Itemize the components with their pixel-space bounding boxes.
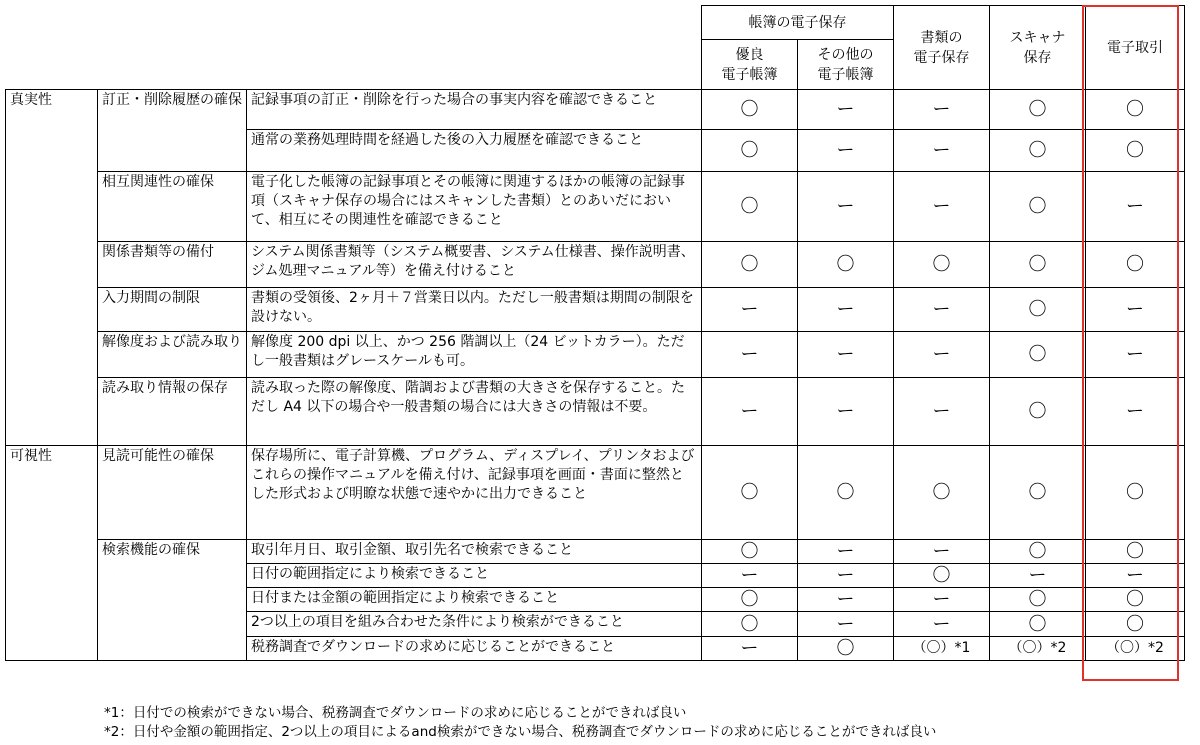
mark-cell: ー: [798, 588, 894, 612]
mark-cell: 〇: [990, 90, 1086, 130]
mark-cell: 〇: [702, 172, 798, 242]
mark-cell: 〇: [1086, 130, 1185, 172]
mark-cell: ー: [1086, 378, 1185, 446]
mark-cell: 〇: [1086, 446, 1185, 540]
mark-cell: 〇: [894, 242, 990, 288]
mark-cell: 〇: [990, 588, 1086, 612]
mark-cell: ー: [798, 288, 894, 332]
mark-cell: （〇）*1: [894, 637, 990, 661]
description-cell: 日付または金額の範囲指定により検索できること: [247, 588, 702, 612]
subcategory-cell: 入力期間の制限: [98, 288, 247, 332]
mark-cell: 〇: [702, 540, 798, 564]
subcategory-cell: 訂正・削除履歴の確保: [98, 90, 247, 172]
table-row: [6, 90, 1185, 130]
table-row: [6, 378, 1185, 446]
mark-cell: ー: [702, 288, 798, 332]
header-sonota-line1: その他の: [817, 46, 874, 63]
requirements-table: [5, 5, 1185, 661]
description-cell: システム関係書類等（システム概要書、システム仕様書、操作説明書、ジム処理マニュアル等）を備え付けること: [247, 242, 702, 288]
subcategory-cell: 解像度および読み取り: [98, 332, 247, 378]
mark-cell: 〇: [798, 446, 894, 540]
mark-cell: ー: [798, 172, 894, 242]
mark-cell: ー: [894, 130, 990, 172]
mark-cell: 〇: [1086, 612, 1185, 637]
mark-cell: ー: [798, 378, 894, 446]
mark-cell: ー: [894, 540, 990, 564]
description-cell: 2つ以上の項目を組み合わせた条件により検索ができること: [247, 612, 702, 637]
mark-cell: 〇: [990, 446, 1086, 540]
mark-cell: ー: [798, 332, 894, 378]
description-cell: 税務調査でダウンロードの求めに応じることができること: [247, 637, 702, 661]
description-cell: 電子化した帳簿の記録事項とその帳簿に関連するほかの帳簿の記録事項（スキャナ保存の場合にはスキャンした書類）とのあいだにおいて、相互にその関連性を確認できること: [247, 172, 702, 242]
category-cell: 可視性: [6, 446, 98, 661]
description-cell: 読み取った際の解像度、階調および書類の大きさを保存すること。ただし A4 以下の場合や一般書類の場合には大きさの情報は不要。: [247, 378, 702, 446]
mark-cell: ー: [894, 172, 990, 242]
subcategory-cell: 関係書類等の備付: [98, 242, 247, 288]
mark-cell: ー: [894, 378, 990, 446]
mark-cell: ー: [894, 612, 990, 637]
mark-cell: （〇）*2: [990, 637, 1086, 661]
mark-cell: 〇: [894, 446, 990, 540]
mark-cell: ー: [1086, 172, 1185, 242]
mark-cell: 〇: [798, 242, 894, 288]
mark-cell: 〇: [702, 612, 798, 637]
header-sonota-line2: 電子帳簿: [817, 66, 874, 83]
mark-cell: 〇: [1086, 588, 1185, 612]
mark-cell: ー: [702, 564, 798, 588]
header-sonota: [798, 40, 894, 90]
description-cell: 解像度 200 dpi 以上、かつ 256 階調以上（24 ビットカラー）。ただし一般書類はグレースケールも可。: [247, 332, 702, 378]
description-cell: 書類の受領後、2ヶ月＋７営業日以内。ただし一般書類は期間の制限を設けない。: [247, 288, 702, 332]
header-yuryou: [702, 40, 798, 90]
mark-cell: ー: [798, 564, 894, 588]
subcategory-cell: 見読可能性の確保: [98, 446, 247, 540]
header-scanner: [990, 6, 1086, 90]
header-yuryou-line1: 優良: [735, 46, 764, 63]
mark-cell: 〇: [990, 612, 1086, 637]
header-yuryou-line2: 電子帳簿: [721, 66, 778, 83]
mark-cell: ー: [702, 378, 798, 446]
mark-cell: 〇: [990, 130, 1086, 172]
header-torihiki: 電子取引: [1086, 6, 1185, 90]
mark-cell: ー: [894, 90, 990, 130]
mark-cell: ー: [894, 588, 990, 612]
footnote-1: *1：日付での検索ができない場合、税務調査でダウンロードの求めに応じることができれば良い: [104, 705, 687, 721]
table-row: [6, 332, 1185, 378]
description-cell: 通常の業務処理時間を経過した後の入力履歴を確認できること: [247, 130, 702, 172]
description-cell: 保存場所に、電子計算機、プログラム、ディスプレイ、プリンタおよびこれらの操作マニュアルを備え付け、記録事項を画面・書面に整然とした形式および明瞭な状態で速やかに出力できること: [247, 446, 702, 540]
mark-cell: ー: [1086, 564, 1185, 588]
mark-cell: （〇）*2: [1086, 637, 1185, 661]
mark-cell: ー: [990, 564, 1086, 588]
mark-cell: 〇: [990, 378, 1086, 446]
mark-cell: ー: [798, 612, 894, 637]
mark-cell: ー: [1086, 332, 1185, 378]
description-cell: 日付の範囲指定により検索できること: [247, 564, 702, 588]
footnote-2: *2：日付や金額の範囲指定、2つ以上の項目によるand検索ができない場合、税務調査でダウンロードの求めに応じることができれば良い: [104, 724, 937, 740]
table-row: [6, 446, 1185, 540]
mark-cell: 〇: [702, 90, 798, 130]
description-cell: 記録事項の訂正・削除を行った場合の事実内容を確認できること: [247, 90, 702, 130]
header-blank: [6, 6, 702, 90]
table-row: [6, 288, 1185, 332]
header-shorui: [894, 6, 990, 90]
mark-cell: 〇: [894, 564, 990, 588]
mark-cell: ー: [798, 130, 894, 172]
mark-cell: 〇: [702, 446, 798, 540]
header-shorui-line2: 電子保存: [913, 49, 970, 66]
footnotes: [104, 704, 936, 742]
mark-cell: 〇: [990, 172, 1086, 242]
header-shorui-line1: 書類の: [920, 29, 963, 46]
mark-cell: 〇: [1086, 540, 1185, 564]
mark-cell: ー: [798, 90, 894, 130]
table-row: [6, 172, 1185, 242]
mark-cell: 〇: [990, 288, 1086, 332]
subcategory-cell: 読み取り情報の保存: [98, 378, 247, 446]
mark-cell: ー: [702, 332, 798, 378]
mark-cell: 〇: [1086, 242, 1185, 288]
header-scanner-line2: 保存: [1023, 49, 1052, 66]
mark-cell: ー: [894, 288, 990, 332]
header-scanner-line1: スキャナ: [1009, 29, 1066, 46]
category-cell: 真実性: [6, 90, 98, 446]
table-row: [6, 242, 1185, 288]
mark-cell: 〇: [702, 242, 798, 288]
mark-cell: 〇: [1086, 90, 1185, 130]
mark-cell: ー: [894, 332, 990, 378]
subcategory-cell: 検索機能の確保: [98, 540, 247, 661]
mark-cell: 〇: [990, 540, 1086, 564]
mark-cell: ー: [798, 540, 894, 564]
mark-cell: ー: [1086, 288, 1185, 332]
mark-cell: ー: [702, 637, 798, 661]
subcategory-cell: 相互関連性の確保: [98, 172, 247, 242]
mark-cell: 〇: [990, 332, 1086, 378]
header-group-denshi-chobo: 帳簿の電子保存: [702, 6, 894, 40]
mark-cell: 〇: [702, 588, 798, 612]
mark-cell: 〇: [702, 130, 798, 172]
mark-cell: 〇: [990, 242, 1086, 288]
mark-cell: 〇: [798, 637, 894, 661]
table-row: [6, 540, 1185, 564]
description-cell: 取引年月日、取引金額、取引先名で検索できること: [247, 540, 702, 564]
